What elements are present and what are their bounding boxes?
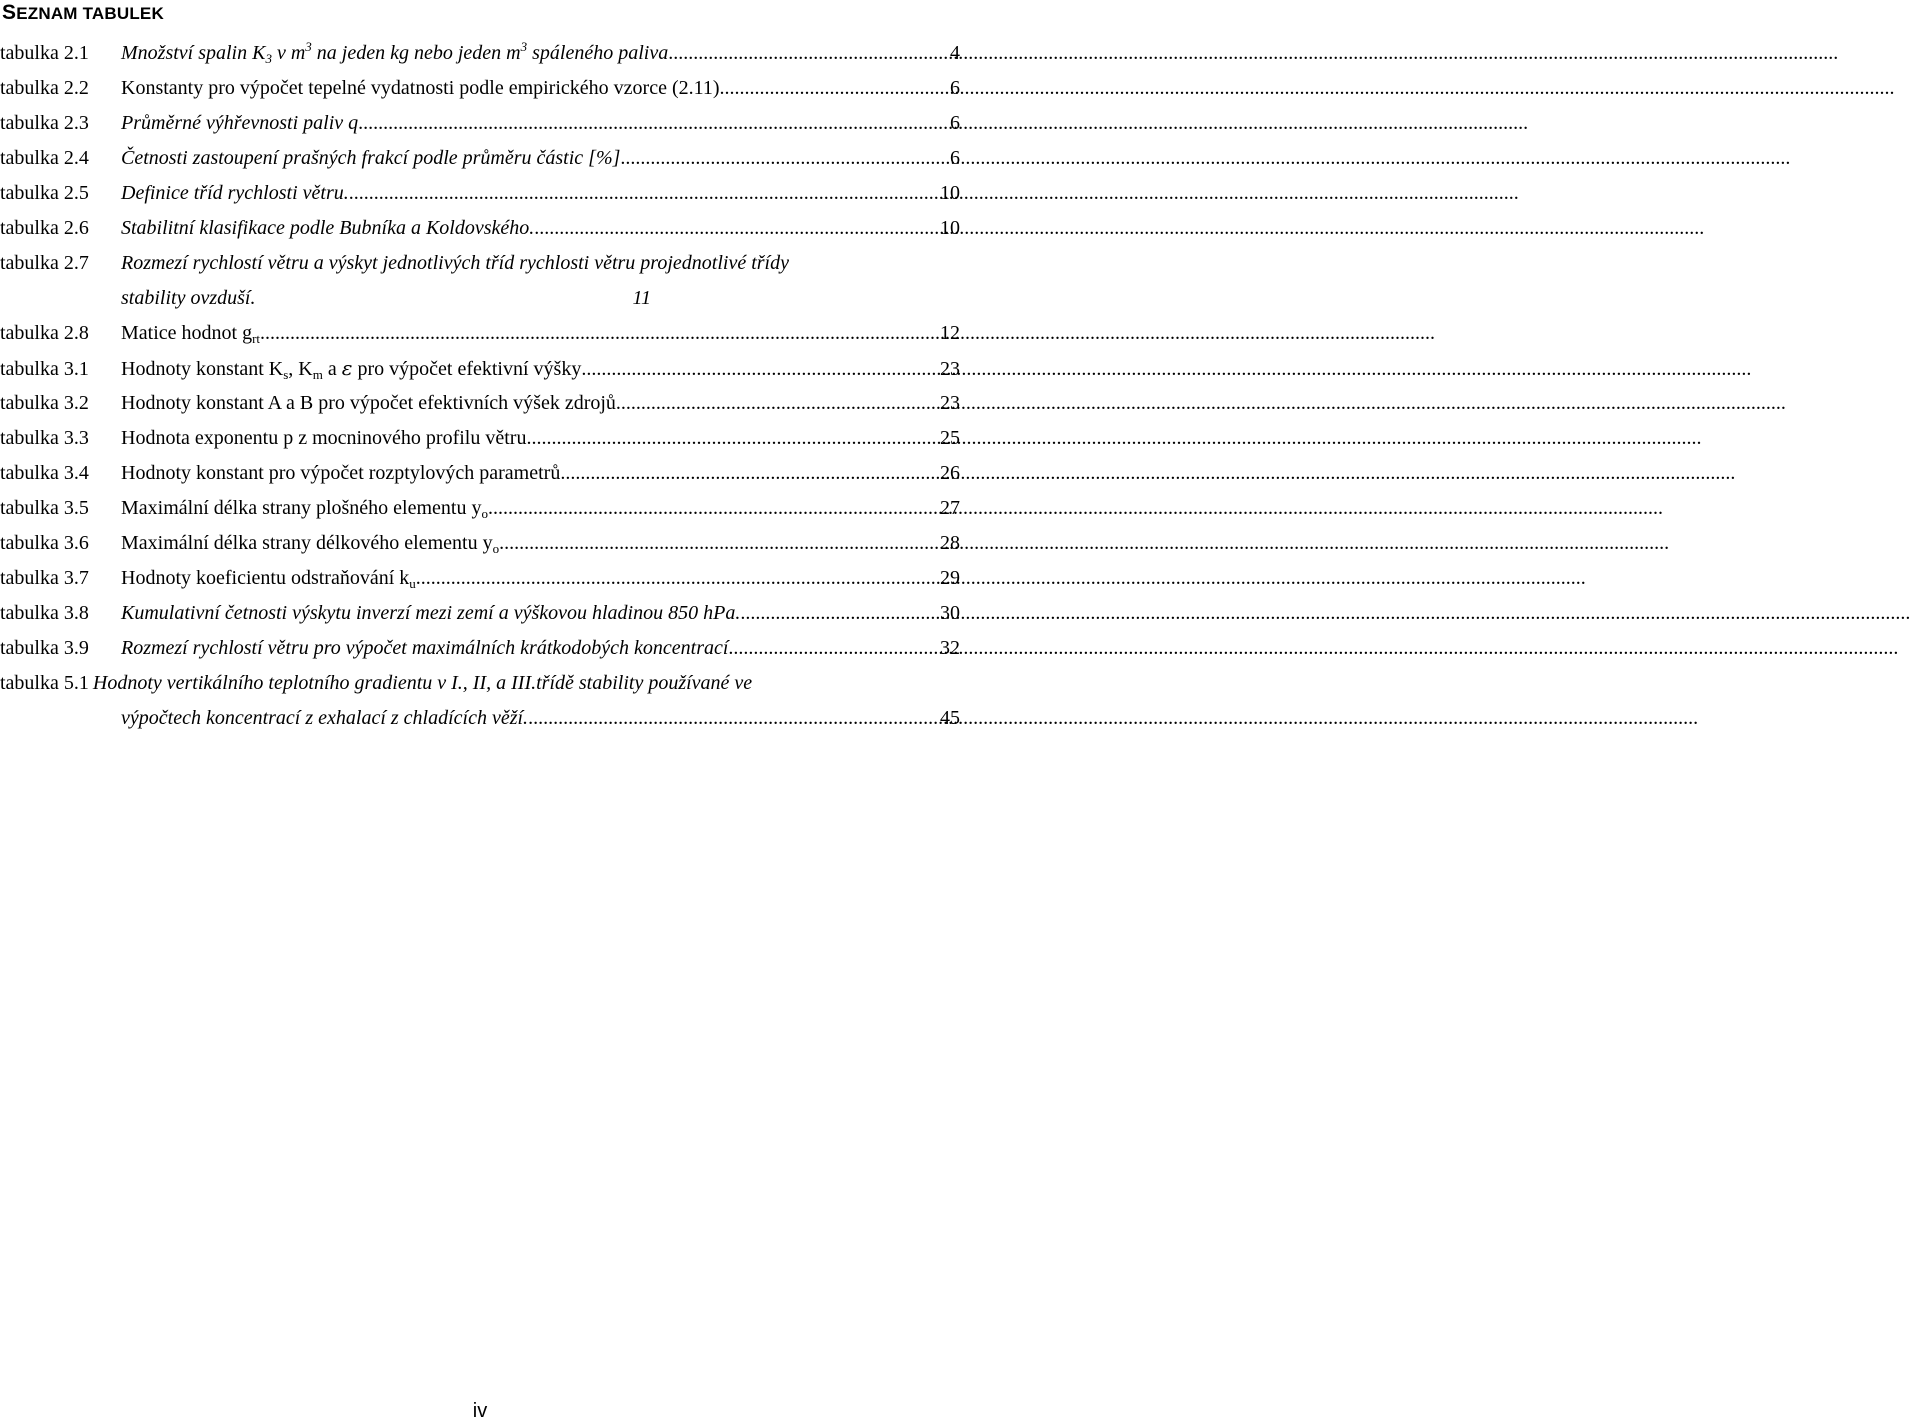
toc-entry-3-3[interactable] <box>0 421 960 456</box>
toc-entry-2-6[interactable] <box>0 211 960 246</box>
dot-leader <box>581 352 938 387</box>
dot-leader <box>493 491 938 526</box>
entry-page-number: 32 <box>940 637 960 659</box>
entry-label: tabulka 3.1 <box>0 358 89 380</box>
entry-page-number: 6 <box>950 77 960 99</box>
dot-leader <box>565 456 938 491</box>
dot-leader <box>534 211 938 246</box>
dot-leader <box>620 141 948 176</box>
entry-label: tabulka 2.6 <box>0 217 89 239</box>
entry-page-number: 28 <box>940 532 960 554</box>
entry-page-number: 4 <box>950 42 960 64</box>
entry-title: Hodnoty konstant pro výpočet rozptylových parametrů. <box>121 462 566 484</box>
dot-leader <box>358 106 948 141</box>
entry-title: Četnosti zastoupení prašných frakcí podle průměru částic [%] <box>121 147 621 169</box>
toc-entry-2-8[interactable] <box>0 316 960 351</box>
entry-label: tabulka 3.7 <box>0 567 89 589</box>
heading-rest: EZNAM TABULEK <box>16 4 164 23</box>
toc-entry-2-2[interactable] <box>0 71 960 106</box>
entry-page-number: 29 <box>940 567 960 589</box>
entry-title: Definice tříd rychlosti větru. <box>121 182 349 204</box>
page-heading <box>2 1 164 25</box>
entry-label: tabulka 2.2 <box>0 77 89 99</box>
toc-entry-3-4[interactable] <box>0 456 960 491</box>
toc-entry-2-7[interactable] <box>0 246 960 316</box>
entry-label: tabulka 3.3 <box>0 427 89 449</box>
dot-leader <box>499 526 938 561</box>
toc-entry-3-8[interactable] <box>0 596 960 631</box>
entry-label: tabulka 2.1 <box>0 42 89 64</box>
entry-page-number: 10 <box>940 217 960 239</box>
entry-title: Matice hodnot $g_{rt}$. <box>121 322 266 346</box>
entry-label: tabulka 2.7 <box>0 252 89 274</box>
entry-label: tabulka 2.3 <box>0 112 89 134</box>
entry-title: Hodnota exponentu p z mocninového profilu větru. <box>121 427 532 449</box>
entry-title: Maximální délka strany plošného elementu $y_o$. <box>121 497 493 521</box>
entry-label: tabulka 2.5 <box>0 182 89 204</box>
dot-leader <box>740 596 938 631</box>
entry-label: tabulka 3.4 <box>0 462 89 484</box>
toc-entry-2-5[interactable] <box>0 176 960 211</box>
toc-entry-5-1[interactable] <box>0 666 960 736</box>
entry-title: Rozmezí rychlostí větru pro výpočet maximálních krátkodobých koncentrací <box>121 637 729 659</box>
toc-entry-3-5[interactable] <box>0 491 960 526</box>
entry-page-number: 10 <box>940 182 960 204</box>
entry-page-number: 23 <box>940 358 960 380</box>
entry-title: Kumulativní četnosti výskytu inverzí mezi zemí a výškovou hladinou 850 hPa. <box>121 602 741 624</box>
toc-entry-2-4[interactable] <box>0 141 960 176</box>
entry-title: Hodnoty konstant $K_s$, $K_m$ a ε pro výpočet efektivní výšky <box>121 356 582 382</box>
entry-page-number: 12 <box>940 322 960 344</box>
toc-entry-3-9[interactable] <box>0 631 960 666</box>
dot-leader <box>416 561 938 596</box>
entry-page-number: 45 <box>940 707 960 729</box>
entry-title: Stabilitní klasifikace podle Bubníka a Koldovského. <box>121 217 535 239</box>
toc-entry-2-3[interactable] <box>0 106 960 141</box>
entry-title-continued: výpočtech koncentrací z exhalací z chladících věží. <box>121 707 529 729</box>
entry-page-number: 26 <box>940 462 960 484</box>
dot-leader <box>616 386 938 421</box>
entry-page-number: 6 <box>950 147 960 169</box>
page-footer-number: iv <box>472 1400 488 1422</box>
dot-leader <box>265 316 938 351</box>
entry-title: Průměrné výhřevnosti paliv q <box>121 112 359 134</box>
toc-entry-3-7[interactable] <box>0 561 960 596</box>
toc-entry-3-2[interactable] <box>0 386 960 421</box>
dot-leader <box>725 71 948 106</box>
entry-label: tabulka 2.8 <box>0 322 89 344</box>
table-of-tables <box>0 36 960 736</box>
entry-page-number: 25 <box>940 427 960 449</box>
heading-initial: S <box>2 1 17 24</box>
dot-leader <box>349 176 938 211</box>
entry-page-number: 23 <box>940 392 960 414</box>
entry-page-number: 30 <box>940 602 960 624</box>
entry-label: tabulka 3.2 <box>0 392 89 414</box>
entry-label: tabulka 3.9 <box>0 637 89 659</box>
entry-title-continued: stability ovzduší. <box>121 287 256 309</box>
entry-page-number: 27 <box>940 497 960 519</box>
entry-title: Hodnoty konstant A a B pro výpočet efektivních výšek zdrojů <box>121 392 616 414</box>
entry-label: tabulka 3.5 <box>0 497 89 519</box>
entry-title: Maximální délka strany délkového elementu $y_o$ <box>121 532 500 556</box>
dot-leader <box>528 701 938 736</box>
entry-title: Hodnoty koeficientu odstraňování $k_u$ <box>121 567 416 591</box>
entry-title: Konstanty pro výpočet tepelné vydatnosti podle empirického vzorce (2.11). <box>121 77 725 99</box>
dot-leader <box>531 421 938 456</box>
toc-entry-3-1[interactable] <box>0 351 960 386</box>
entry-page-number: 11 <box>632 287 651 309</box>
entry-label: tabulka 3.8 <box>0 602 89 624</box>
toc-entry-3-6[interactable] <box>0 526 960 561</box>
entry-label: tabulka 5.1 <box>0 672 89 694</box>
entry-label: tabulka 2.4 <box>0 147 89 169</box>
dot-leader <box>728 631 938 666</box>
dot-leader <box>668 36 948 71</box>
entry-title: Rozmezí rychlostí větru a výskyt jednotlivých tříd rychlosti větru projednotlivé třídy <box>121 252 789 274</box>
entry-title: Hodnoty vertikálního teplotního gradientu v I., II, a III.třídě stability používané ve <box>92 672 753 694</box>
entry-label: tabulka 3.6 <box>0 532 89 554</box>
entry-page-number: 6 <box>950 112 960 134</box>
toc-entry-2-1[interactable] <box>0 36 960 71</box>
entry-title: Množství spalin $K_3$ v $m^3$ na jeden kg nebo jeden $m^3$ spáleného paliva <box>121 39 669 66</box>
